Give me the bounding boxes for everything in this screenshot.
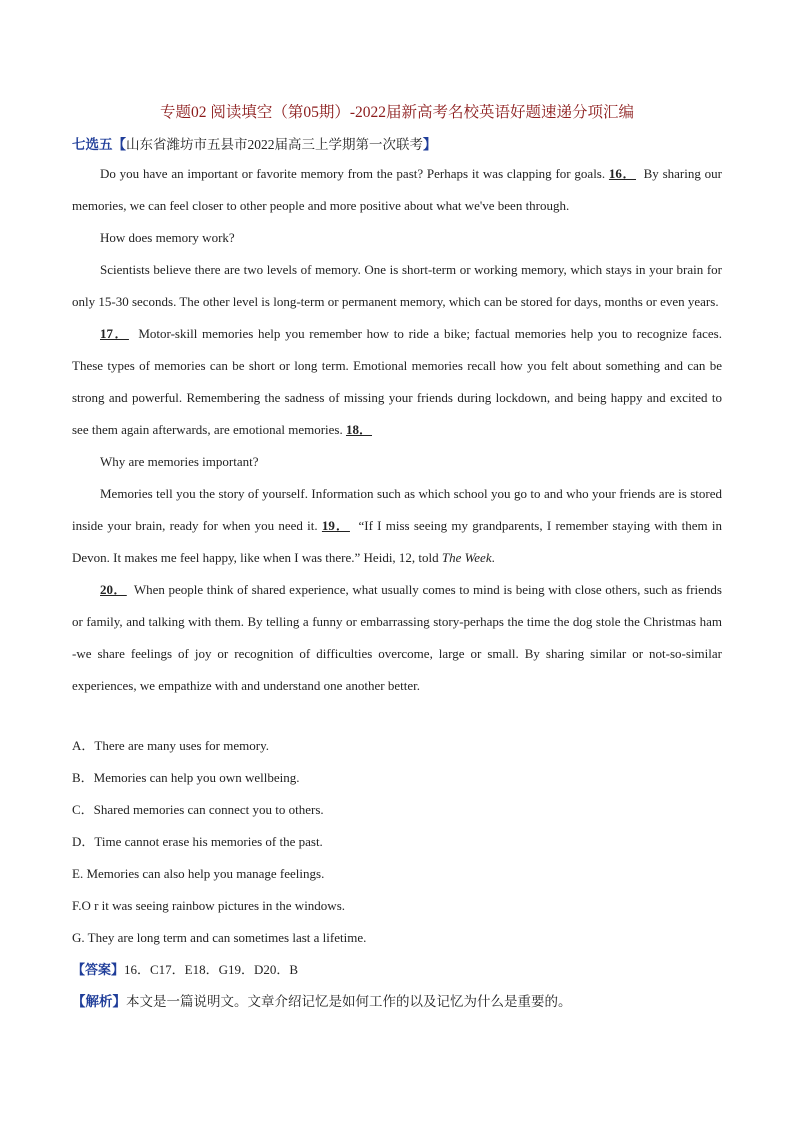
answer-tag: 【答案】: [72, 962, 125, 977]
section-source: 山东省潍坊市五县市2022届高三上学期第一次联考: [126, 137, 423, 152]
options-list: [72, 730, 722, 954]
paragraph-7: [72, 574, 722, 702]
paragraph-6-end: .: [491, 550, 495, 565]
option-b: B．Memories can help you own wellbeing.: [72, 770, 300, 785]
option-a: A．There are many uses for memory.: [72, 738, 269, 753]
paragraph-6: [72, 478, 722, 574]
answer-line: [72, 954, 298, 986]
option-g: G. They are long term and can sometimes last a lifetime.: [72, 930, 367, 945]
blank-20: 20．: [100, 582, 127, 597]
open-bracket: 【: [112, 137, 126, 152]
blank-19: 19．: [321, 518, 350, 533]
analysis-text: 本文是一篇说明文。文章介绍记忆是如何工作的以及记忆为什么是重要的。: [126, 994, 572, 1009]
publication-title: The Week: [441, 550, 492, 565]
close-bracket: 】: [423, 137, 437, 152]
option-c: C．Shared memories can connect you to others.: [72, 802, 324, 817]
document-title: 专题02 阅读填空（第05期）-2022届新高考名校英语好题速递分项汇编: [159, 104, 635, 121]
section-label: 七选五: [72, 137, 113, 152]
option-f: F.O r it was seeing rainbow pictures in the windows.: [72, 898, 345, 913]
paragraph-5: Why are memories important?: [100, 454, 259, 469]
paragraph-1-text-b: By sharing our memories, we can feel closer to other people and more positive about what we've been through.: [72, 166, 722, 213]
paragraph-4: [72, 318, 722, 446]
paragraph-1-text-a: Do you have an important or favorite memory from the past? Perhaps it was clapping for goals.: [100, 166, 606, 181]
analysis-line: [72, 986, 572, 1018]
passage: [72, 158, 722, 702]
option-e: E. Memories can also help you manage feelings.: [72, 866, 325, 881]
blank-16: 16．: [608, 166, 637, 181]
paragraph-2: How does memory work?: [100, 230, 235, 245]
section-heading: [72, 133, 437, 153]
paragraph-6-text-a: Memories tell you the story of yourself. Information such as which school you go to and who your friends are is stored inside your brain, ready for when you need it.: [72, 486, 722, 533]
paragraph-4-text: Motor-skill memories help you remember how to ride a bike; factual memories help you to recognize faces. These types of memories can be short or long term. Emotional memories recall how you felt about something and can be strong and powerful. Remembering the sadness of missing your friends during lockdown, and being happy and excited to see them again afterwards, are emotional memories.: [72, 326, 722, 437]
paragraph-3: Scientists believe there are two levels of memory. One is short-term or working memory, which stays in your brain for only 15-30 seconds. The other level is long-term or permanent memory, which can be stored for days, months or even years.: [72, 262, 722, 309]
paragraph-6-text-b: “If I miss seeing my grandparents, I remember staying with them in Devon. It makes me feel happy, like when I was there.” Heidi, 12, told: [72, 518, 722, 565]
answer-text: 16．C17．E18．G19．D20．B: [124, 962, 299, 977]
blank-18: 18．: [345, 422, 372, 437]
blank-17: 17．: [100, 326, 129, 341]
analysis-tag: 【解析】: [72, 994, 126, 1009]
paragraph-1: [72, 158, 722, 222]
option-d: D．Time cannot erase his memories of the past.: [72, 834, 323, 849]
paragraph-7-text: When people think of shared experience, what usually comes to mind is being with close others, such as friends or family, and talking with them. By telling a funny or embarrassing story-perhaps the time the dog stole the Christmas ham -we share feelings of joy or recognition of difficulties overcome, large or small. By sharing similar or not-so-similar experiences, we empathize with and understand one another better.: [72, 582, 722, 693]
